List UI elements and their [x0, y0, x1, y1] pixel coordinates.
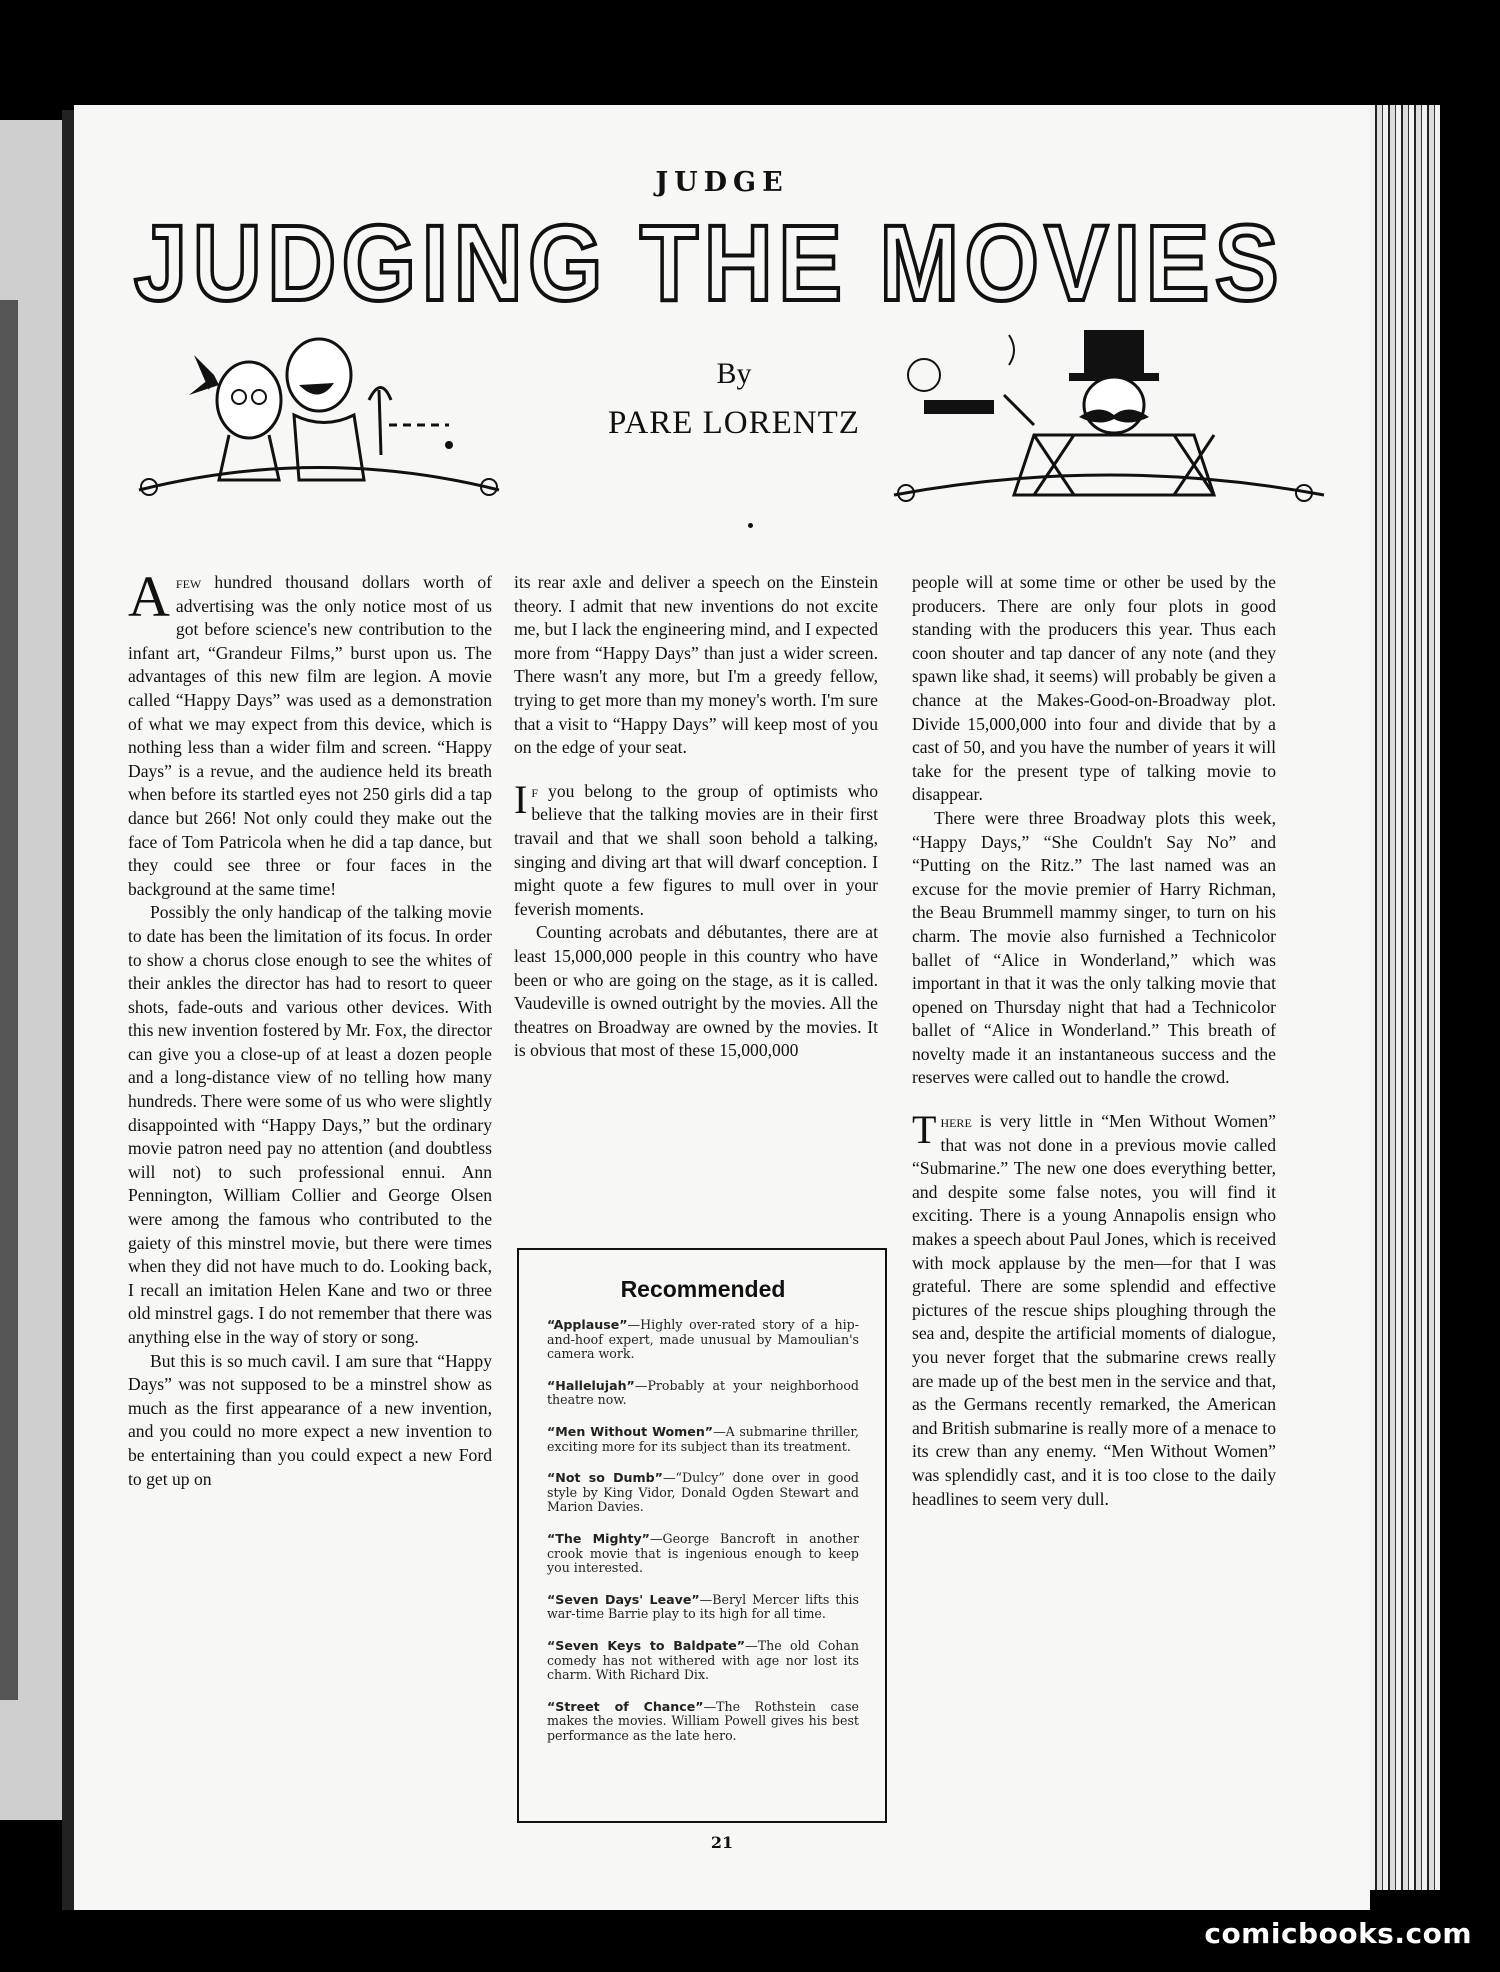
movie-review: —A submarine thriller, exciting more for its subject than its treatment.	[547, 1423, 859, 1454]
dropcap-a: A	[128, 564, 170, 629]
dropcap-i: I	[514, 776, 528, 822]
recommended-item	[547, 1470, 859, 1515]
recommended-item	[547, 1638, 859, 1683]
magazine-page	[74, 105, 1370, 1910]
book-binding	[62, 110, 74, 1910]
cartoon-girl-and-boy-illustration	[119, 305, 519, 525]
byline-by: By	[716, 357, 752, 390]
paragraph-text: hundred thousand dollars worth of advertising was the only notice most of us got before science's new contribution to the infant art, “Grandeur Films,” burst upon us. The advantages of this new film are legion. A movie called “Happy Days” was used as a demonstration of what we may expect from this device, which is nothing less than a wider film and screen. “Happy Days” is a revue, and the audience held its breath when before its startled eyes not 250 girls did a tap dance but 266! Not only could they make out the face of Tom Patricola when he did a tap dance, but they could see three or four faces in the background at the same time!	[128, 572, 492, 899]
paragraph-7: people will at some time or other be used by the producers. There are only four plots in good standing with the producers this year. Thus each coon shouter and tap dancer of any note (and they spawn like shad, it seems) will probably be given a chance at the Makes-Good-on-Broadway plot. Divide 15,000,000 into four and divide that by a cast of 50, and you have the number of years it will take for the present type of talking movie to disappear.	[912, 572, 1276, 805]
movie-title: “Seven Days' Leave”	[547, 1591, 700, 1607]
movie-title: “Not so Dumb”	[547, 1470, 663, 1486]
movie-review: —Highly over-rated story of a hip-and-hoof expert, made unusual by Mamoulian's camera work.	[547, 1317, 859, 1362]
left-page-image-strip	[0, 300, 18, 1700]
lead-word: here	[940, 1111, 972, 1132]
movie-title: “Seven Keys to Baldpate”	[547, 1637, 746, 1653]
recommended-item	[547, 1317, 859, 1362]
movie-review: —George Bancroft in another crook movie that is ingenious enough to keep you interested.	[547, 1530, 859, 1576]
paragraph-1	[128, 564, 492, 901]
recommended-item	[547, 1424, 859, 1454]
lead-word: few	[175, 572, 202, 592]
lead-word: f	[531, 780, 539, 801]
recommended-item	[547, 1699, 859, 1744]
movie-title: “The Mighty”	[547, 1530, 650, 1546]
byline-author: PARE LORENTZ	[608, 405, 860, 441]
ornament-dot	[748, 523, 753, 528]
article-column-3	[912, 571, 1276, 1511]
recommended-item	[547, 1592, 859, 1622]
paragraph-text: you belong to the group of optimists who believe that the talking movies are in their first travail and that we shall soon behold a talking, singing and diving art that will dwarf conception. I might quote a few figures to mull over in your feverish moments.	[514, 780, 878, 919]
watermark-text: comicbooks.com	[1204, 1917, 1472, 1950]
movie-review: —The old Cohan comedy has not withered with age nor lost its charm. With Richard Dix.	[547, 1637, 860, 1683]
recommended-box	[517, 1248, 887, 1823]
paragraph-5	[514, 776, 878, 922]
movie-review: —The Rothstein case makes the movies. William Powell gives his best performance as the late hero.	[547, 1698, 859, 1743]
article-column-1	[128, 564, 492, 1491]
running-head: JUDGE	[655, 167, 789, 198]
masthead-text: JUDGING THE MOVIES	[134, 210, 1284, 323]
movie-review: —Probably at your neighborhood theatre now.	[547, 1377, 859, 1408]
paragraph-2: Possibly the only handicap of the talking movie to date has been the limitation of its focus. In order to show a chorus close enough to see the whites of their ankles the director has had to resort to queer shots, fade-outs and various other devices. With this new invention fostered by Mr. Fox, the director can give you a close-up of at least a dozen people and a long-distance view of no telling how many hundreds. There were some of us who were slightly disappointed with “Happy Days,” but the ordinary movie patron need pay no attention (and doubtless will not) to such professional ennui. Ann Pennington, William Collier and George Olsen were among the famous who contributed to the gaiety of this minstrel movie, but there were times when they did not have much to do. Looking back, I recall an imitation Helen Kane and two or three old minstrel gags. I do not remember that there was anything else in the way of story or song.	[128, 902, 492, 1347]
movie-review: —“Dulcy” done over in good style by King Vidor, Donald Ogden Stewart and Marion Davies.	[547, 1470, 859, 1515]
paragraph-text: is very little in “Men Without Women” that was not done in a previous movie called “Submarine.” The new one does everything better, and despite some false notes, you will find it exciting. There is a young Annapolis ensign who makes a speech about Paul Jones, which is received with mock applause by the men—for that I was grateful. There are some splendid and effective pictures of the rescue ships ploughing through the sea and, despite the artificial moments of dialogue, you never forget that the submarine crews really are made up of the best men in the service and that, as the Germans recently remarked, the American and British submarine is really more of a menace to its crew than any enemy. “Men Without Women” was splendidly cast, and it is too close to the daily headlines to seem very dull.	[912, 1111, 1276, 1509]
recommended-title: Recommended	[620, 1276, 786, 1302]
recommended-item	[547, 1378, 859, 1408]
page-number: 21	[710, 1833, 734, 1852]
recommended-item	[547, 1531, 859, 1576]
movie-title: “Applause”	[547, 1317, 628, 1332]
paragraph-6: Counting acrobats and débutantes, there are at least 15,000,000 people in this country who have been or who are going on the stage, as it is called. Vaudeville is owned outright by the movies. All the theatres on Broadway are owned by the movies. It is obvious that most of these 15,000,000	[514, 922, 878, 1061]
article-column-2	[514, 571, 878, 1063]
paragraph-4: its rear axle and deliver a speech on the Einstein theory. I admit that new inventions do not excite me, but I lack the engineering mind, and I expected more from “Happy Days” than just a wider screen. There wasn't any more, but I'm a greedy fellow, trying to get more than my money's worth. I'm sure that a visit to “Happy Days” will keep most of you on the edge of your seat.	[514, 572, 878, 758]
movie-review: —Beryl Mercer lifts this war-time Barrie play to its high for all time.	[547, 1591, 860, 1622]
cartoon-gangster-illustration	[884, 305, 1334, 525]
page-edges	[1370, 105, 1440, 1890]
paragraph-9	[912, 1107, 1276, 1511]
movie-title: “Hallelujah”	[547, 1377, 635, 1393]
paragraph-8: There were three Broadway plots this week, “Happy Days,” “She Couldn't Say No” and “Putting on the Ritz.” The last named was an excuse for the movie premier of Harry Richman, the Beau Brummell mammy singer, to turn on his charm. The movie also furnished a Technicolor ballet of “Alice in Wonderland,” which was important in that it was the only talking movie that opened on Thursday night that had a Technicolor ballet of “Alice in Wonderland.” This breath of novelty made it an instantaneous success and the reserves were called out to handle the crowd.	[912, 807, 1276, 1088]
dropcap-t: T	[912, 1107, 937, 1153]
movie-title: “Men Without Women”	[547, 1423, 714, 1439]
movie-title: “Street of Chance”	[547, 1698, 704, 1714]
paragraph-3: But this is so much cavil. I am sure that “Happy Days” was not supposed to be a minstrel show as much as the first appearance of a new invention, and you could no more expect a new invention to be entertaining than you could expect a new Ford to get up on	[128, 1350, 492, 1489]
